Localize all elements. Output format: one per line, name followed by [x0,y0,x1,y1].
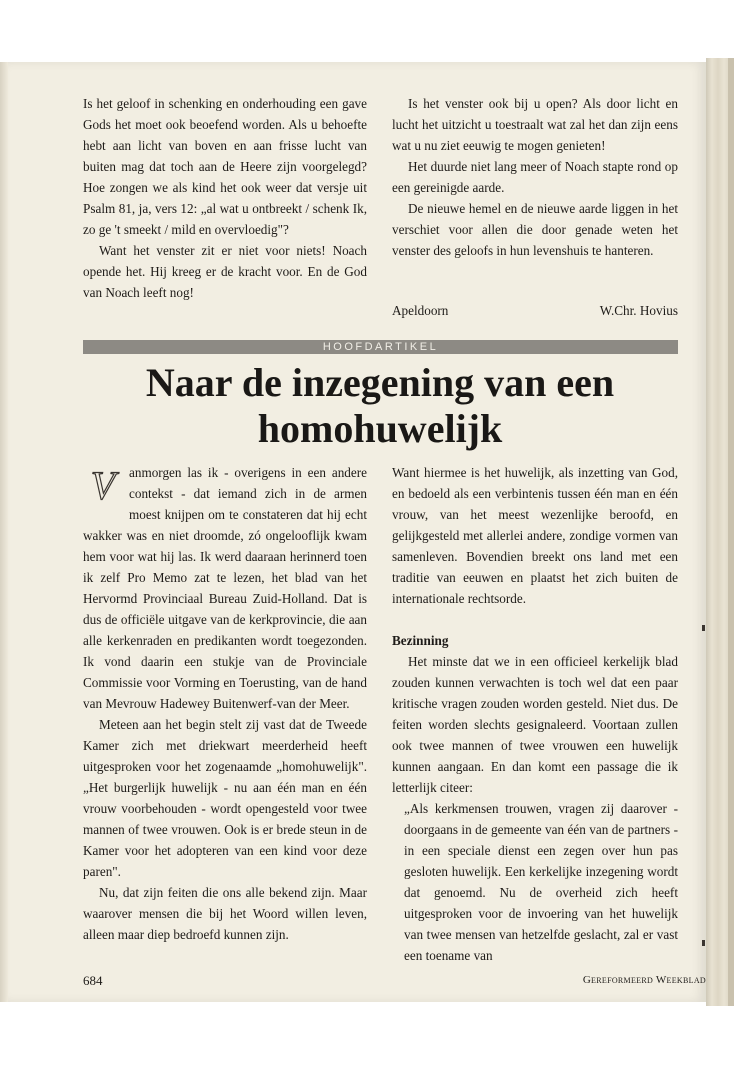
paragraph: Want het venster zit er niet voor niets! Noach opende het. Hij kreeg er de kracht voor. En de God van Noach leeft nog! [83,243,367,300]
paragraph: De nieuwe hemel en de nieuwe aarde liggen in het verschiet voor allen die door genade weten het venster des geloofs in hun levenshuis te hanteren. [392,201,678,258]
paragraph: Nu, dat zijn feiten die ons alle bekend zijn. Maar waarover mensen die bij het Woord willen leven, alleen maar diep bedroefd kunnen zijn. [83,885,367,942]
bleed-mark [702,940,705,946]
drop-cap-letter: V [90,466,116,506]
drop-cap [83,466,123,506]
paragraph: Want hiermee is het huwelijk, als inzetting van God, en bedoeld als een verbintenis tussen één man en één vrouw, van het meest wezenlijke beroofd, en gelijkgesteld met allerlei andere, zondige vormen van samenleven. Bovendien breekt ons land met een traditie van eeuwen en plaatst het zich buiten de internationale rechtsorde. [392,465,678,606]
bleed-mark [702,625,705,631]
previous-article-signature [392,300,678,321]
paragraph-text: anmorgen las ik - overigens in een andere contekst - dat iemand zich in de armen moest knijpen om te constateren dat hij echt wakker was en niet droomde, zó ongelooflijk kwam hem voor wat hij las. Ik werd daaraan herinnerd toen ik zelf Pro Memo zat te lezen, het blad van het Hervormd Provinciaal Bureau Zuid-Holland. Dat is dus de officiële uitgave van de kerkprovincie, die aan alle kerkenraden en predikanten wordt toegezonden. Ik vond daarin een stukje van de Provinciale Commissie voor Vorming en Toerusting, van de hand van Mevrouw Hadewey Buitenwerf-van der Meer. [83,465,367,711]
paragraph: Is het venster ook bij u open? Als door licht en lucht het uitzicht u toestraalt wat zal het dan zijn eens wat u nu ziet eeuwig te mogen genieten! [392,96,678,153]
paragraph: Het duurde niet lang meer of Noach stapte rond op een gereinigde aarde. [392,159,678,195]
paragraph [83,462,367,714]
section-label: HOOFDARTIKEL [317,341,444,353]
block-quote: „Als kerkmensen trouwen, vragen zij daarover - doorgaans in de gemeente van één van de partners - in een speciale dienst een zegen over hun pas gesloten huwelijk. Een kerkelijke inzegening wordt dat genoemd. Nu de overheid zich heeft uitgesproken voor de invoering van het huwelijk van twee mensen van hetzelfde geslacht, zal er vast een toename van [404,801,678,963]
article-headline: Naar de inzegening van een homohuwelijk [145,360,615,451]
publication-title: Gereformeerd Weekblad [582,974,706,986]
subheading: Bezinning [392,633,449,648]
article-right-column [392,462,678,966]
signature-place: Apeldoorn [392,303,449,318]
signature-author: W.Chr. Hovius [599,303,678,318]
paragraph: Meteen aan het begin stelt zij vast dat de Tweede Kamer zich met driekwart meerderheid heeft uitgesproken voor het zogenaamde „homohuwelijk". „Het burgerlijk huwelijk - nu aan één man en één vrouw voorbehouden - wordt opengesteld voor twee mannen of twee vrouwen. Ook is er brede steun in de Kamer voor het adopteren van een kind voor deze paren". [83,717,367,879]
previous-article-right-column [392,93,678,261]
article-left-column [83,462,367,945]
paragraph: Is het geloof in schenking en onderhouding een gave Gods het moet ook beoefend worden. Als u behoefte hebt aan licht van boven en aan frisse lucht van buiten mag dat toch aan de Heere zijn voorgelegd? Hoe zongen we als kind het ook weer dat versje uit Psalm 81, ja, vers 12: „al wat u ontbreekt / schenk Ik, zo ge 't smeekt / mild en overvloedig"? [83,96,367,237]
section-label-bar [83,340,678,354]
book-page-edge [706,58,734,1006]
paragraph: Het minste dat we in een officieel kerkelijk blad zouden kunnen verwachten is toch wel dat een paar kritische vragen zouden worden gesteld. Niet dus. De feiten worden slechts gesignaleerd. Voortaan zullen ook twee mannen of twee vrouwen een huwelijk kunnen aangaan. En dan komt een passage die ik letterlijk citeer: [392,654,678,795]
page-number: 684 [83,973,103,988]
book-left-edge [0,62,8,1002]
previous-article-left-column [83,93,367,303]
